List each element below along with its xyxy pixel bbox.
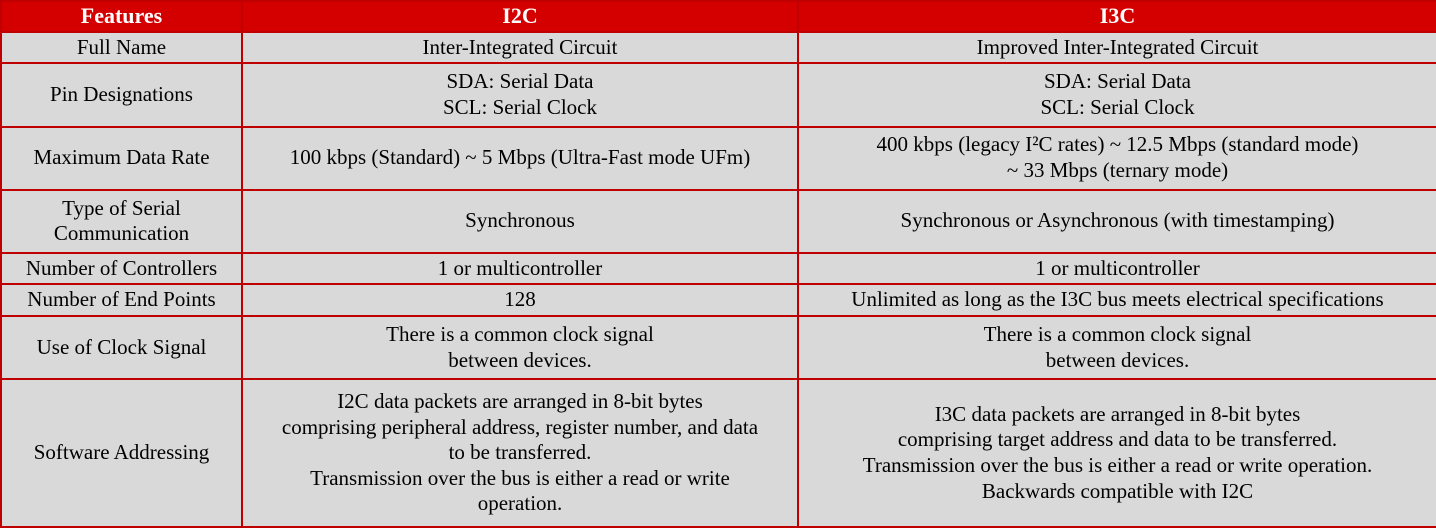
i2c-value-line: Inter-Integrated Circuit <box>422 34 618 59</box>
i2c-value-line: comprising peripheral address, register number, and data <box>281 414 759 439</box>
i3c-value-line: Transmission over the bus is either a read or write operation. <box>862 453 1373 478</box>
i3c-value-line: ~ 33 Mbps (ternary mode) <box>1006 158 1229 183</box>
feature-label: Use of Clock Signal <box>1 316 242 379</box>
i3c-value-line: SDA: Serial Data <box>1044 69 1191 94</box>
i2c-value-line: SDA: Serial Data <box>446 69 594 94</box>
i2c-value-line: I2C data packets are arranged in 8-bit bytes <box>337 389 703 414</box>
i3c-value-line: Synchronous or Asynchronous (with timestamping) <box>900 208 1335 233</box>
i3c-value <box>798 284 1436 316</box>
i2c-value-line: 1 or multicontroller <box>437 255 603 280</box>
feature-label: Software Addressing <box>1 379 242 527</box>
feature-label: Number of Controllers <box>1 253 242 285</box>
feature-label: Type of Serial Communication <box>1 190 242 253</box>
i3c-value-line: Unlimited as long as the I3C bus meets electrical specifications <box>851 287 1384 312</box>
i3c-value-line: There is a common clock signal <box>983 321 1252 346</box>
i3c-value-line: I3C data packets are arranged in 8-bit bytes <box>934 401 1301 426</box>
i3c-value-line: 400 kbps (legacy I²C rates) ~ 12.5 Mbps (standard mode) <box>876 132 1359 157</box>
feature-label: Pin Designations <box>1 63 242 126</box>
i3c-value-line: 1 or multicontroller <box>1035 255 1200 280</box>
i2c-value <box>242 284 798 316</box>
table-row <box>1 63 1436 126</box>
i3c-value <box>798 32 1436 64</box>
table-header <box>1 1 1436 32</box>
i2c-value-line: 100 kbps (Standard) ~ 5 Mbps (Ultra-Fast mode UFm) <box>289 145 751 170</box>
i2c-value <box>242 127 798 190</box>
i3c-value-line: Improved Inter-Integrated Circuit <box>976 34 1259 59</box>
table-row <box>1 253 1436 285</box>
table-row <box>1 316 1436 379</box>
i2c-value <box>242 379 798 527</box>
i3c-value <box>798 316 1436 379</box>
i2c-value <box>242 190 798 253</box>
column-header-i2c: I2C <box>242 1 798 32</box>
i3c-value <box>798 190 1436 253</box>
i2c-value-line: Synchronous <box>465 208 575 233</box>
table-row <box>1 32 1436 64</box>
i2c-value-line: between devices. <box>448 347 592 372</box>
i2c-value-line: to be transferred. <box>448 440 592 465</box>
i3c-value-line: comprising target address and data to be transferred. <box>897 427 1338 452</box>
i2c-value <box>242 253 798 285</box>
table-row <box>1 190 1436 253</box>
i2c-value-line: Transmission over the bus is either a read or write <box>310 465 730 490</box>
i3c-value-line: Backwards compatible with I2C <box>981 478 1254 503</box>
table-row <box>1 379 1436 527</box>
i2c-value-line: There is a common clock signal <box>386 321 654 346</box>
i3c-value <box>798 63 1436 126</box>
i2c-value-line: operation. <box>477 491 563 516</box>
column-header-i3c: I3C <box>798 1 1436 32</box>
feature-label: Number of End Points <box>1 284 242 316</box>
table-row <box>1 284 1436 316</box>
table-header-row <box>1 1 1436 32</box>
i2c-value <box>242 32 798 64</box>
feature-label: Full Name <box>1 32 242 64</box>
i2c-value <box>242 316 798 379</box>
i2c-value <box>242 63 798 126</box>
i3c-value <box>798 253 1436 285</box>
i2c-value-line: SCL: Serial Clock <box>443 94 597 119</box>
i3c-value <box>798 379 1436 527</box>
i3c-value-line: SCL: Serial Clock <box>1040 94 1195 119</box>
feature-label: Maximum Data Rate <box>1 127 242 190</box>
i3c-value <box>798 127 1436 190</box>
column-header-features: Features <box>1 1 242 32</box>
i2c-value-line: 128 <box>504 287 536 312</box>
i3c-value-line: between devices. <box>1045 347 1190 372</box>
table-row <box>1 127 1436 190</box>
table-body <box>1 32 1436 527</box>
